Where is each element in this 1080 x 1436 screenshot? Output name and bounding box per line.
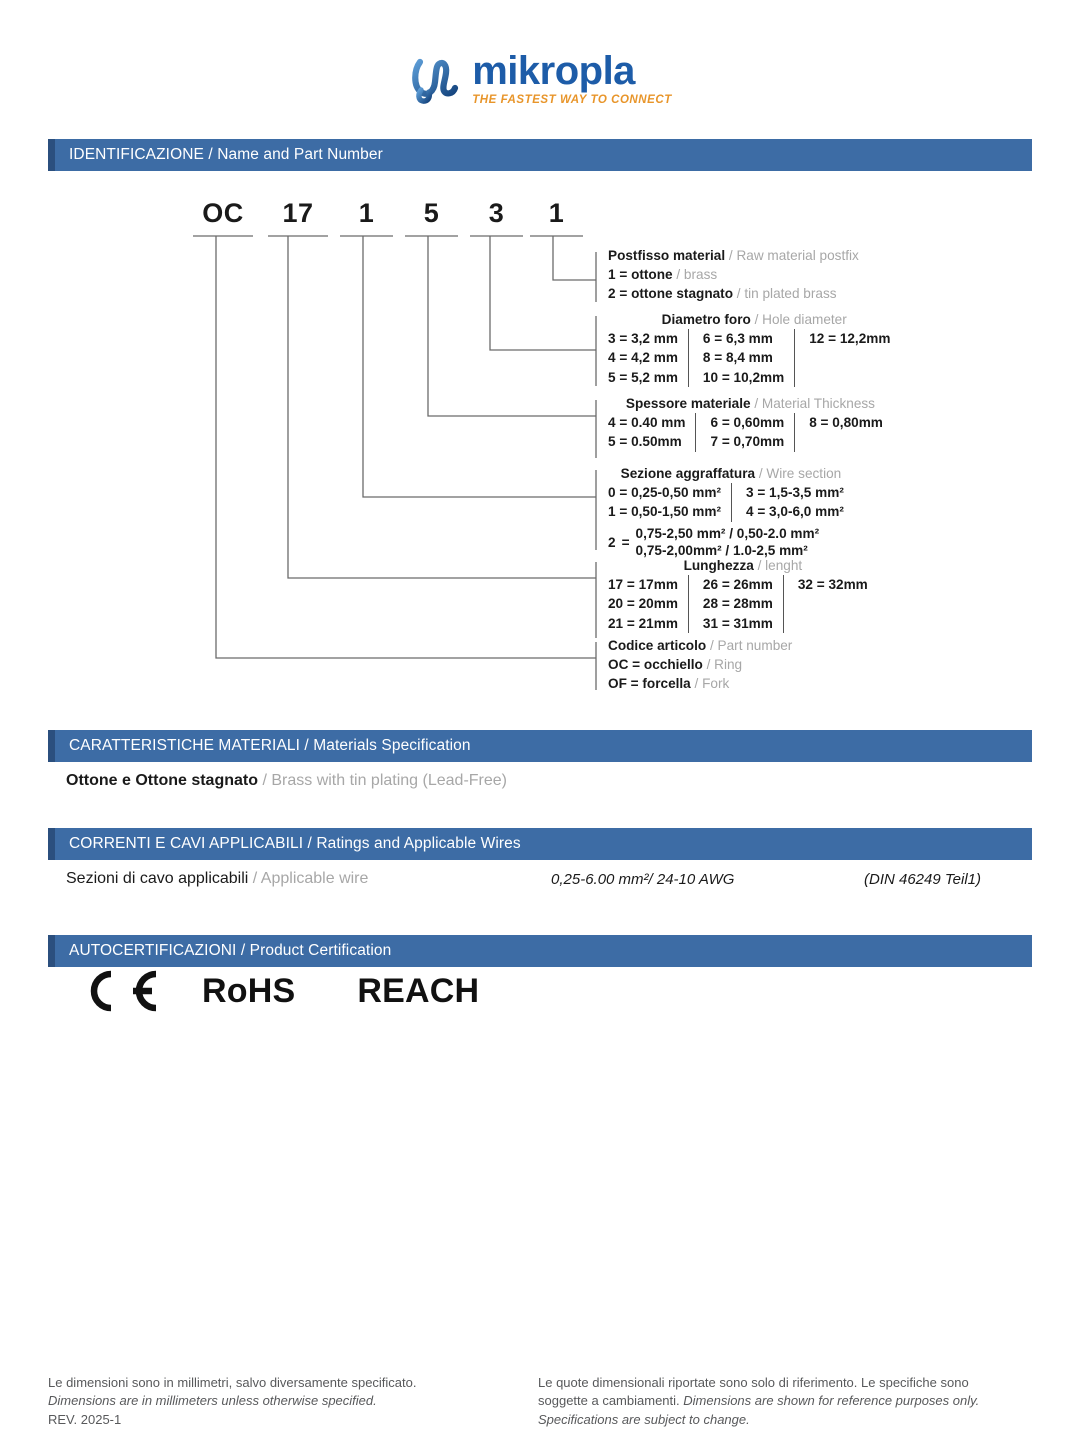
footer-left-line1: Le dimensioni sono in millimetri, salvo diversamente specificato. — [48, 1375, 417, 1390]
part-code-segment-0: OC — [202, 198, 244, 228]
block-length-col-1 — [688, 575, 783, 633]
block-hole-diameter — [608, 312, 900, 387]
block-row: 8 = 8,4 mm — [702, 350, 773, 366]
reach-mark-label: REACH — [357, 971, 480, 1010]
part-code-segment-2: 1 — [358, 198, 375, 228]
block-part-code — [608, 638, 792, 694]
mu-icon — [408, 52, 462, 106]
block-row: 7 = 0,70mm — [710, 434, 785, 450]
block-row: 2 = ottone stagnato / tin plated brass — [608, 286, 837, 302]
part-code-segment-4: 3 — [488, 198, 505, 228]
section-header-identification-label: IDENTIFICAZIONE / Name and Part Number — [69, 146, 383, 163]
certification-marks — [78, 968, 479, 1014]
brand-logo — [0, 49, 1080, 106]
block-part-code-col-0 — [608, 655, 752, 694]
block-hole-diameter-col-2 — [794, 329, 900, 387]
block-row: 1 = 0,50-1,50 mm² — [608, 504, 721, 520]
block-row: 6 = 6,3 mm — [702, 331, 773, 346]
footer-right-line3: Specifications are subject to change. — [538, 1411, 750, 1427]
block-row: 3 = 3,2 mm — [608, 331, 678, 346]
section-header-materials-label: CARATTERISTICHE MATERIALI / Materials Specification — [69, 737, 471, 754]
block-row: 0 = 0,25-0,50 mm² — [608, 485, 721, 500]
block-wire-section-col-0 — [608, 483, 731, 522]
logo-tagline: THE FASTEST WAY TO CONNECT — [472, 93, 672, 106]
block-hole-diameter-col-0 — [608, 329, 688, 387]
section-header-certification-label: AUTOCERTIFICAZIONI / Product Certification — [69, 942, 392, 959]
block-row: 21 = 21mm — [608, 615, 678, 631]
section-header-materials — [48, 730, 1032, 762]
block-row: 6 = 0,60mm — [710, 415, 785, 430]
footer-right-line2b: Dimensions are shown for reference purposes only. — [683, 1393, 980, 1409]
part-number-diagram — [0, 190, 1080, 710]
ratings-label-it: Sezioni di cavo applicabili — [66, 870, 249, 887]
block-postfix — [608, 248, 859, 304]
rohs-mark-label: RoHS — [202, 971, 296, 1010]
block-material-thickness-title: Spessore materiale / Material Thickness — [625, 396, 875, 411]
block-row: 5 = 5,2 mm — [608, 369, 678, 385]
footer-right — [538, 1374, 1028, 1429]
block-hole-diameter-title: Diametro foro / Hole diameter — [661, 312, 847, 327]
section-header-ratings — [48, 828, 1032, 860]
block-row: 5 = 0.50mm — [608, 434, 682, 450]
block-row: 1 = ottone / brass — [608, 267, 718, 282]
block-row: 8 = 0,80mm — [809, 415, 883, 430]
block-row: OF = forcella / Fork — [608, 676, 730, 692]
ratings-standard: (DIN 46249 Teil1) — [864, 871, 982, 888]
footer-left — [48, 1374, 417, 1429]
block-wire-section-title: Sezione aggraffatura / Wire section — [620, 466, 842, 481]
block-material-thickness-col-0 — [608, 413, 695, 452]
block-length — [608, 558, 878, 633]
block-material-thickness-col-2 — [794, 413, 893, 452]
part-code-segment-5: 1 — [548, 198, 565, 228]
footer-right-line1: Le quote dimensionali riportate sono solo di riferimento. Le specifiche sono — [538, 1375, 969, 1390]
block-row: 31 = 31mm — [702, 615, 773, 631]
materials-body-en: / Brass with tin plating (Lead-Free) — [262, 772, 507, 789]
footer-right-line2 — [538, 1392, 1028, 1410]
block-row: 4 = 4,2 mm — [608, 350, 678, 366]
block-row: 4 = 0.40 mm — [608, 415, 686, 430]
footer-left-line2: Dimensions are in millimeters unless otherwise specified. — [48, 1393, 377, 1409]
ce-mark-icon — [78, 968, 164, 1014]
materials-body — [66, 772, 507, 790]
block-material-thickness — [608, 396, 893, 452]
block-row: OC = occhiello / Ring — [608, 657, 743, 672]
block-wire-section-span-row: 2 = 0,75-2,50 mm² / 0,50-2.0 mm² 0,75-2,00mm² / 1.0-2,5 mm² — [608, 525, 820, 559]
part-code-segment-3: 5 — [423, 198, 440, 228]
block-postfix-col-0 — [608, 265, 847, 304]
block-row: 4 = 3,0-6,0 mm² — [745, 504, 844, 520]
part-code-segment-1: 17 — [282, 198, 314, 228]
block-length-col-0 — [608, 575, 688, 633]
block-wire-section — [608, 466, 854, 560]
block-row: 32 = 32mm — [797, 577, 868, 592]
block-hole-diameter-col-1 — [688, 329, 794, 387]
leader-lines — [0, 190, 1080, 710]
block-row: 12 = 12,2mm — [809, 331, 891, 346]
block-row: 3 = 1,5-3,5 mm² — [745, 485, 844, 500]
ratings-label-en: / Applicable wire — [252, 870, 369, 887]
block-wire-section-col-1 — [731, 483, 854, 522]
materials-body-it: Ottone e Ottone stagnato — [66, 772, 258, 789]
ratings-value: 0,25-6.00 mm²/ 24-10 AWG — [551, 871, 735, 888]
section-header-certification — [48, 935, 1032, 967]
section-header-ratings-label: CORRENTI E CAVI APPLICABILI / Ratings and Applicable Wires — [69, 835, 521, 852]
block-row: 10 = 10,2mm — [702, 369, 785, 385]
block-part-code-title: Codice articolo / Part number — [608, 638, 793, 653]
block-row: 26 = 26mm — [702, 577, 773, 592]
section-header-identification — [48, 139, 1032, 171]
block-length-title: Lunghezza / lenght — [683, 558, 803, 573]
logo-wordmark: mikropla — [472, 49, 635, 94]
block-material-thickness-col-1 — [695, 413, 794, 452]
ratings-label — [66, 870, 368, 888]
block-row: 17 = 17mm — [608, 577, 678, 592]
block-row: 28 = 28mm — [702, 596, 773, 612]
footer-left-line3: REV. 2025-1 — [48, 1411, 122, 1427]
block-postfix-title: Postfisso material / Raw material postfix — [608, 248, 859, 263]
block-length-col-2 — [783, 575, 878, 633]
footer-right-line2a: soggette a cambiamenti. — [538, 1393, 684, 1409]
block-row: 20 = 20mm — [608, 596, 678, 612]
